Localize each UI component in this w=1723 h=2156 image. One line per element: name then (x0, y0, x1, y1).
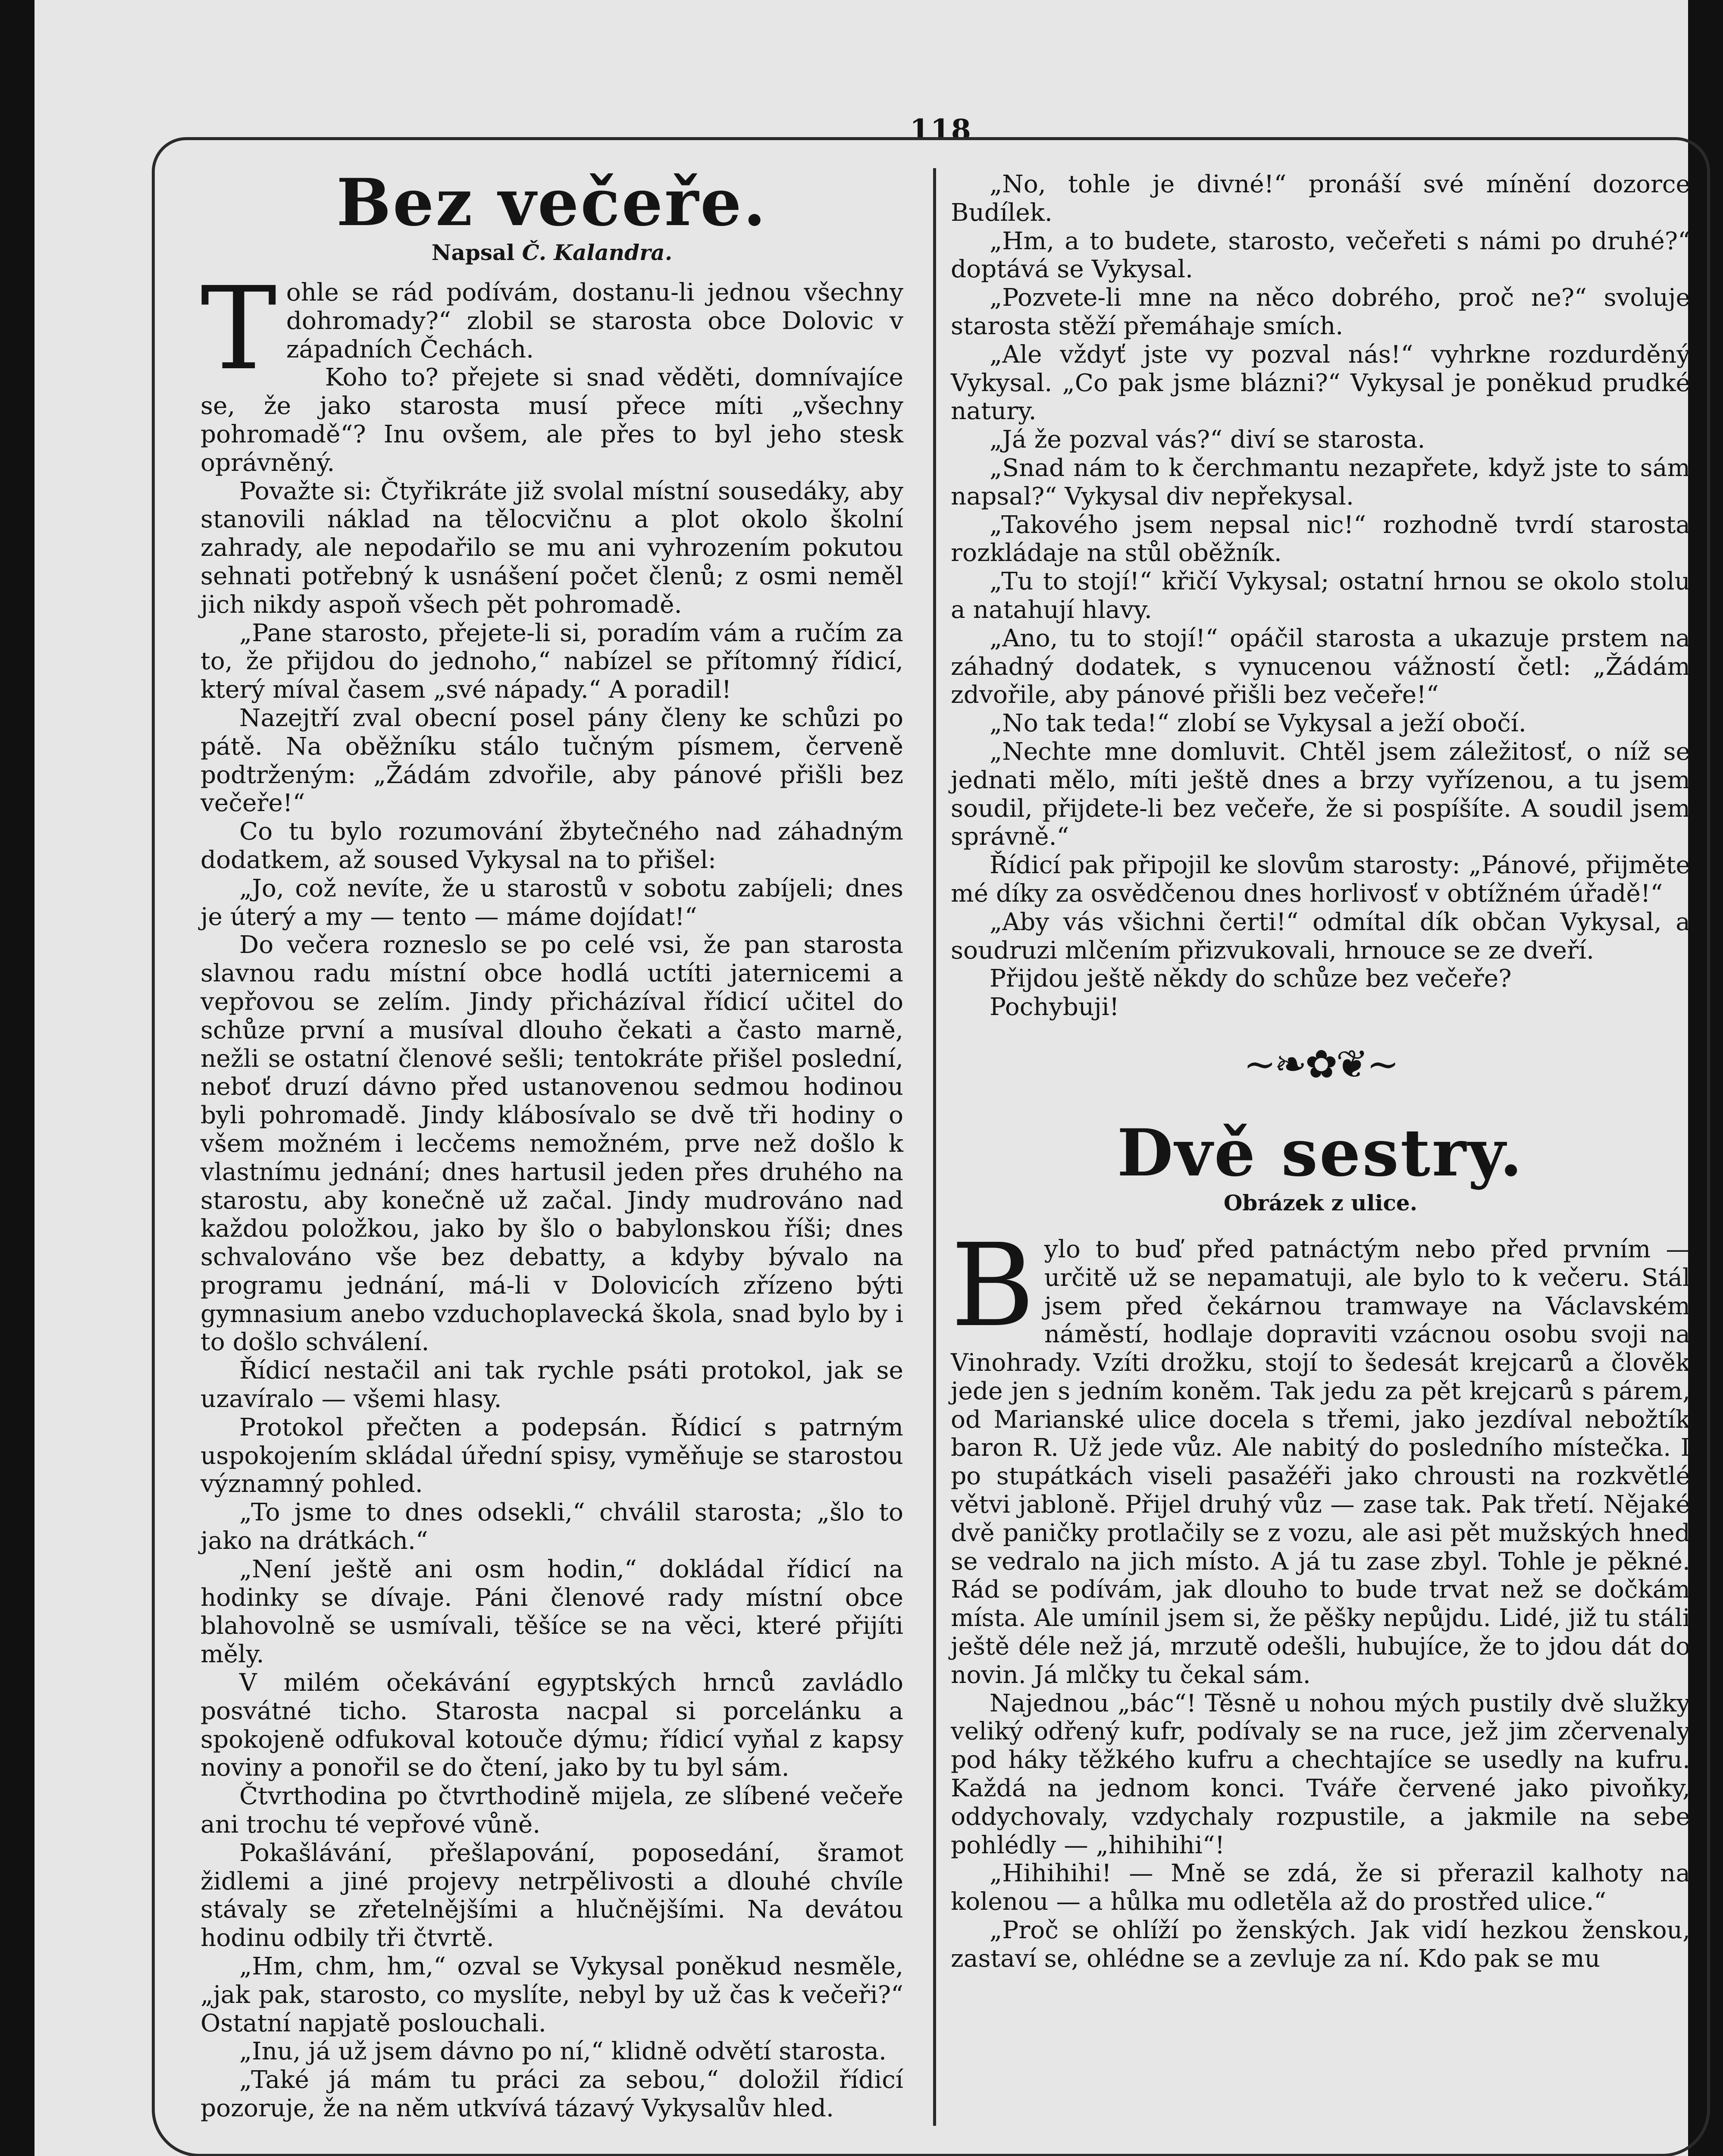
paragraph: „Hihihihi! — Mně se zdá, že si přerazil kalhoty na kolenou — a hůlka mu odletěla až do prostřed ulice.“ (951, 1859, 1690, 1916)
paragraph: „Nechte mne domluvit. Chtěl jsem záležitosť, o níž se jednati mělo, míti ještě dnes a brzy vyřízenou, a tu jsem soudil, přijdete-li bez večeře, že si pospíšíte. A soudil jsem správně.“ (951, 737, 1690, 851)
article-subtitle: Obrázek z ulice. (1223, 1190, 1418, 1216)
paragraph: Považte si: Čtyřikráte již svolal místní sousedáky, aby stanovili náklad na tělocvičnu a plot okolo školní zahrady, ale nepodařilo se mu ani vyhrozením pokutou sehnati potřebný k usnášení počet členů; z osmi neměl jich nikdy aspoň všech pět pohromadě. (200, 477, 903, 619)
paragraph: „Hm, a to budete, starosto, večeřeti s námi po druhé?“ doptává se Vykysal. (951, 227, 1690, 284)
paragraph: V milém očekávání egyptských hrnců zavládlo posvátné ticho. Starosta nacpal si porcelánku a spokojeně odfukoval kotouče dýmu; řídicí vyňal z kapsy noviny a ponořil se do čtení, jako by tu byl sám. (200, 1669, 903, 1782)
left-column (200, 165, 903, 2123)
paragraph: „Také já mám tu práci za sebou,“ doložil řídicí pozoruje, že na něm utkvívá tázavý Vykysalův hled. (200, 2066, 903, 2122)
paragraph: Pokašlávání, přešlapování, poposedání, šramot židlemi a jiné projevy netrpělivosti a dlouhé chvíle stávaly se zřetelnějšími a hlučnějšími. Na devátou hodinu odbily tři čtvrtě. (200, 1839, 903, 1952)
paragraph: „Inu, já už jsem dávno po ní,“ klidně odvětí starosta. (239, 2037, 887, 2066)
article-title-bez-vecere: Bez večeře. (336, 165, 768, 241)
paragraph: Koho to? přejete si snad věděti, domnívajíce se, že jako starosta musí přece míti „všechny pohromadě“? Inu ovšem, ale přes to byl jeho stesk oprávněný. (200, 364, 903, 477)
paragraph: „Tu to stojí!“ křičí Vykysal; ostatní hrnou se okolo stolu a natahují hlavy. (951, 567, 1690, 624)
paragraph: Čtvrthodina po čtvrthodině mijela, ze slíbené večeře ani trochu té vepřové vůně. (200, 1782, 903, 1839)
paragraph: Pochybuji! (990, 993, 1119, 1022)
right-column (951, 170, 1690, 1973)
paragraph: „Ano, tu to stojí!“ opáčil starosta a ukazuje prstem na záhadný dodatek, s vynucenou vážností četl: „Žádám zdvořile, aby pánové přišli bez večeře!“ (951, 624, 1690, 709)
paragraph: „To jsme to dnes odsekli,“ chválil starosta; „šlo to jako na drátkách.“ (200, 1498, 903, 1555)
drop-cap: T (200, 263, 277, 395)
paragraph: „Já že pozval vás?“ diví se starosta. (990, 426, 1425, 454)
paragraph: „No, tohle je divné!“ pronáší své mínění dozorce Budílek. (951, 170, 1690, 227)
paragraph: „Hm, chm, hm,“ ozval se Vykysal poněkud nesměle, „jak pak, starosto, co myslíte, nebyl by už čas k večeři?“ Ostatní napjatě poslouchali. (200, 1952, 903, 2037)
byline-author: Č. Kalandra. (522, 240, 673, 265)
paragraph: „Ale vždyť jste vy pozval nás!“ vyhrkne rozdurděný Vykysal. „Co pak jsme blázni?“ Vykysal je poněkud prudké natury. (951, 340, 1690, 426)
paragraph: „Není ještě ani osm hodin,“ dokládal řídicí na hodinky se dívaje. Páni členové rady místní obce blahovolně se usmívali, těšíce se na věci, které přijíti měly. (200, 1555, 903, 1669)
paragraph: „No tak teda!“ zlobí se Vykysal a ježí obočí. (990, 709, 1526, 738)
ornament-icon: ~❧✿❦~ (1243, 1041, 1398, 1087)
paragraph-text: ohle se rád podívám, dostanu-li jednou všechny dohromady?“ zlobil se starosta obce Dolovic v západních Čechách. (286, 279, 903, 364)
paragraph: „Aby vás všichni čerti!“ odmítal dík občan Vykysal, a soudruzi mlčením přizvukovali, hrnouce se ze dveří. (951, 908, 1690, 965)
paragraph: Přijdou ještě někdy do schůze bez večeře? (990, 965, 1512, 993)
paragraph: Do večera rozneslo se po celé vsi, že pan starosta slavnou radu místní obce hodlá uctíti jaternicemi a vepřovou se zelím. Jindy přicházíval řídicí učitel do schůze první a musíval dlouho čekati a často marně, nežli se ostatní členové sešli; tentokráte přišel poslední, neboť druzí dávno před ustanovenou sedmou hodinou byli pohromadě. Jindy klábosívalo se dvě tři hodiny o všem možném i lecčems nemožném, prve než došlo k vlastnímu jednání; dnes hartusil jeden přes druhého na starostu, aby konečně už začal. Jindy mudrováno nad každou položkou, jako by šlo o babylonskou říši; dnes schvalováno vše bez debatty, a kdyby bývalo na programu jednání, má-li v Dolovicích zřízeno býti gymnasium anebo vzduchoplavecká škola, snad bylo by i to došlo schválení. (200, 931, 903, 1357)
paragraph: Řídicí pak připojil ke slovům starosty: „Pánové, přijměte mé díky za osvědčenou dnes horlivosť v obtížném úřadě!“ (951, 851, 1690, 908)
article-byline (200, 238, 903, 268)
paragraph: „Takového jsem nepsal nic!“ rozhodně tvrdí starosta rozkládaje na stůl oběžník. (951, 511, 1690, 567)
paragraph (951, 1219, 1690, 1689)
paragraph (200, 263, 903, 395)
paragraph: Nazejtří zval obecní posel pány členy ke schůzi po pátě. Na oběžníku stálo tučným písmem, červeně podtrženým: „Žádám zdvořile, aby pánové přišli bez večeře!“ (200, 704, 903, 818)
paragraph: Řídicí nestačil ani tak rychle psáti protokol, jak se uzavíralo — všemi hlasy. (200, 1357, 903, 1413)
paragraph: „Pozvete-li mne na něco dobrého, proč ne?“ svoluje starosta stěží přemáhaje smích. (951, 284, 1690, 340)
paragraph: Protokol přečten a podepsán. Řídicí s patrným uspokojením skládal úřední spisy, vyměňuje se starostou významný pohled. (200, 1413, 903, 1498)
article-title-dve-sestry: Dvě sestry. (1117, 1115, 1524, 1191)
paragraph: Najednou „bác“! Těsně u nohou mých pustily dvě služky veliký odřený kufr, podívaly se na ruce, jež jim zčervenaly pod háky těžkého kufru a chechtajíce se usedly na kufru. Každá na jednom konci. Tváře červené jako pivoňky, oddychovaly, vzdychaly rozpustile, a jakmile na sebe pohlédly — „hihihihi“! (951, 1689, 1690, 1859)
paragraph: „Snad nám to k čerchmantu nezapřete, když jste to sám napsal?“ Vykysal div nepřekysal. (951, 454, 1690, 511)
page-sheet (34, 0, 1688, 2156)
drop-cap: B (951, 1219, 1035, 1352)
paragraph: „Jo, což nevíte, že u starostů v sobotu zabíjeli; dnes je úterý a my — tento — máme dojídat!“ (200, 874, 903, 931)
paragraph: „Pane starosto, přejete-li si, poradím vám a ručím za to, že přijdou do jednoho,“ nabízel se přítomný řídicí, který míval časem „své nápady.“ A poradil! (200, 619, 903, 704)
paragraph: „Proč se ohlíží po ženských. Jak vidí hezkou ženskou, zastaví se, ohlédne se a zevluje za ní. Kdo pak se mu (951, 1916, 1690, 1973)
column-divider (933, 168, 936, 2126)
byline-prefix: Napsal (431, 240, 515, 265)
paragraph: Co tu bylo rozumování žbytečného nad záhadným dodatkem, až soused Vykysal na to přišel: (200, 818, 903, 874)
page-number: 118 (910, 113, 972, 147)
paragraph-text: ylo to buď před patnáctým nebo před prvním — určitě už se nepamatuji, ale bylo to k večeru. Stál jsem před čekárnou tramwaye na Václavském náměstí, hodlaje dopraviti vzácnou osobu svoji na Vinohrady. Vzíti drožku, stojí to šedesát krejcarů a člověk jede jen s jedním koněm. Tak jedu za pět krejcarů s párem, od Marianské ulice docela s třemi, jako jezdíval nebožtík baron R. Už jede vůz. Ale nabitý do posledního místečka. I po stupátkách viseli pasažéři jako chrousti na rozkvětlé větvi jabloně. Přijel druhý vůz — zase tak. Pak třetí. Nějaké dvě paničky protlačily se z vozu, ale asi pět mužských hned se vedralo na jich místo. A já tu zase zbyl. Tohle je pěkné. Rád se podívám, jak dlouho to bude trvat než se dočkám místa. Ale umínil jsem si, že pěšky nepůjdu. Lidé, již tu stáli ještě déle než já, mrzutě odešli, hubujíce, že to jdou dát do novin. Já mlčky tu čekal sám. (951, 1235, 1690, 1689)
